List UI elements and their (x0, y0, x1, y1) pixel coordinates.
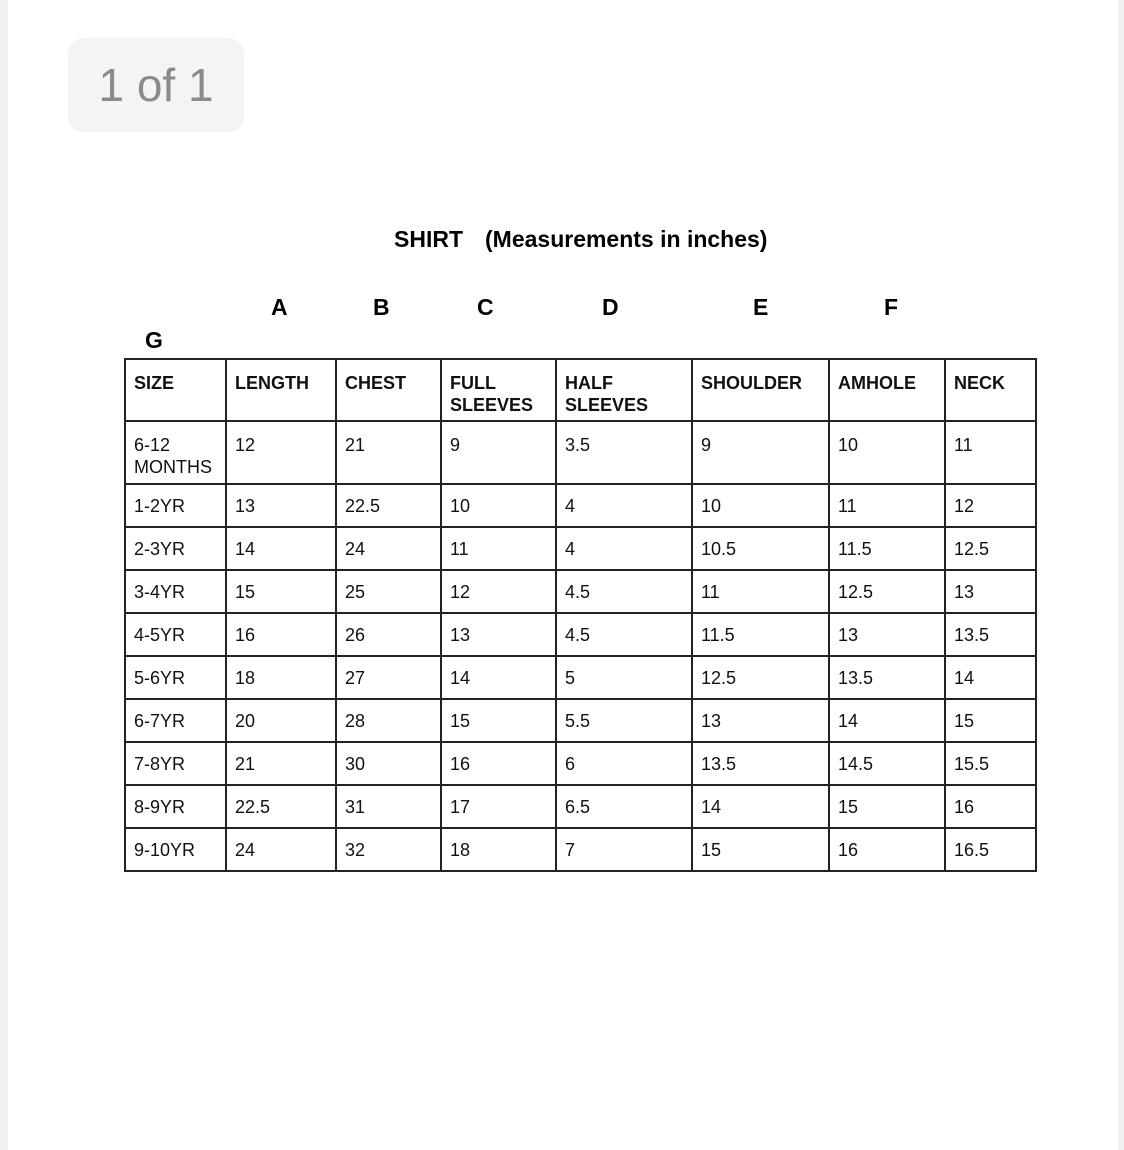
cell-amhole: 11.5 (829, 527, 945, 570)
table-body (125, 421, 1036, 871)
cell-length: 12 (226, 421, 336, 484)
table-row (125, 828, 1036, 871)
cell-length: 15 (226, 570, 336, 613)
cell-neck: 12 (945, 484, 1036, 527)
cell-size: 2-3YR (125, 527, 226, 570)
cell-amhole: 15 (829, 785, 945, 828)
cell-size: 7-8YR (125, 742, 226, 785)
column-letter-e: E (753, 294, 769, 320)
cell-amhole: 14 (829, 699, 945, 742)
cell-neck: 11 (945, 421, 1036, 484)
cell-neck: 12.5 (945, 527, 1036, 570)
cell-chest: 28 (336, 699, 441, 742)
cell-shoulder: 14 (692, 785, 829, 828)
header-shoulder: SHOULDER (692, 359, 829, 421)
document-page (8, 0, 1118, 1150)
header-length: LENGTH (226, 359, 336, 421)
cell-amhole: 13.5 (829, 656, 945, 699)
cell-size: 1-2YR (125, 484, 226, 527)
header-half-sleeves: HALF SLEEVES (556, 359, 692, 421)
cell-shoulder: 11.5 (692, 613, 829, 656)
cell-neck: 13 (945, 570, 1036, 613)
cell-chest: 21 (336, 421, 441, 484)
cell-shoulder: 13.5 (692, 742, 829, 785)
cell-full-sleeves: 17 (441, 785, 556, 828)
cell-shoulder: 9 (692, 421, 829, 484)
column-letter-c: C (477, 294, 494, 320)
cell-size: 6-12 MONTHS (125, 421, 226, 484)
cell-chest: 27 (336, 656, 441, 699)
cell-length: 16 (226, 613, 336, 656)
cell-length: 21 (226, 742, 336, 785)
cell-shoulder: 12.5 (692, 656, 829, 699)
cell-size: 3-4YR (125, 570, 226, 613)
title-units: (Measurements in inches) (485, 226, 768, 252)
cell-size: 6-7YR (125, 699, 226, 742)
cell-amhole: 14.5 (829, 742, 945, 785)
cell-shoulder: 13 (692, 699, 829, 742)
cell-neck: 16 (945, 785, 1036, 828)
cell-full-sleeves: 14 (441, 656, 556, 699)
table-row (125, 527, 1036, 570)
cell-neck: 16.5 (945, 828, 1036, 871)
cell-chest: 30 (336, 742, 441, 785)
table-row (125, 785, 1036, 828)
table-row (125, 742, 1036, 785)
table-row (125, 484, 1036, 527)
cell-size: 8-9YR (125, 785, 226, 828)
table-row (125, 613, 1036, 656)
cell-chest: 24 (336, 527, 441, 570)
column-letter-d: D (602, 294, 619, 320)
table-header-row (125, 359, 1036, 421)
cell-full-sleeves: 15 (441, 699, 556, 742)
cell-half-sleeves: 4.5 (556, 570, 692, 613)
cell-full-sleeves: 10 (441, 484, 556, 527)
cell-chest: 22.5 (336, 484, 441, 527)
cell-amhole: 10 (829, 421, 945, 484)
column-letter-b: B (373, 294, 390, 320)
cell-half-sleeves: 5.5 (556, 699, 692, 742)
cell-half-sleeves: 6.5 (556, 785, 692, 828)
cell-amhole: 11 (829, 484, 945, 527)
cell-shoulder: 15 (692, 828, 829, 871)
table-row (125, 570, 1036, 613)
cell-length: 24 (226, 828, 336, 871)
cell-full-sleeves: 9 (441, 421, 556, 484)
cell-amhole: 16 (829, 828, 945, 871)
table-row (125, 656, 1036, 699)
cell-neck: 14 (945, 656, 1036, 699)
cell-size: 4-5YR (125, 613, 226, 656)
cell-half-sleeves: 4.5 (556, 613, 692, 656)
column-letter-a: A (271, 294, 288, 320)
cell-chest: 31 (336, 785, 441, 828)
cell-full-sleeves: 12 (441, 570, 556, 613)
cell-half-sleeves: 5 (556, 656, 692, 699)
column-letter-f: F (884, 294, 899, 320)
cell-length: 22.5 (226, 785, 336, 828)
cell-chest: 32 (336, 828, 441, 871)
header-full-sleeves: FULL SLEEVES (441, 359, 556, 421)
cell-chest: 25 (336, 570, 441, 613)
header-size: SIZE (125, 359, 226, 421)
cell-full-sleeves: 11 (441, 527, 556, 570)
cell-chest: 26 (336, 613, 441, 656)
cell-length: 14 (226, 527, 336, 570)
cell-full-sleeves: 18 (441, 828, 556, 871)
size-chart-title (394, 226, 767, 253)
cell-shoulder: 10 (692, 484, 829, 527)
cell-neck: 13.5 (945, 613, 1036, 656)
cell-neck: 15.5 (945, 742, 1036, 785)
cell-size: 9-10YR (125, 828, 226, 871)
cell-size: 5-6YR (125, 656, 226, 699)
title-garment: SHIRT (394, 226, 463, 252)
cell-half-sleeves: 3.5 (556, 421, 692, 484)
cell-full-sleeves: 16 (441, 742, 556, 785)
size-chart-table (124, 358, 1037, 872)
row-letter-g: G (145, 327, 163, 353)
page-indicator: 1 of 1 (68, 38, 244, 132)
cell-neck: 15 (945, 699, 1036, 742)
cell-half-sleeves: 6 (556, 742, 692, 785)
table-row (125, 699, 1036, 742)
cell-amhole: 12.5 (829, 570, 945, 613)
header-amhole: AMHOLE (829, 359, 945, 421)
table-row (125, 421, 1036, 484)
cell-amhole: 13 (829, 613, 945, 656)
header-neck: NECK (945, 359, 1036, 421)
cell-shoulder: 10.5 (692, 527, 829, 570)
header-chest: CHEST (336, 359, 441, 421)
cell-half-sleeves: 4 (556, 527, 692, 570)
cell-length: 13 (226, 484, 336, 527)
cell-length: 18 (226, 656, 336, 699)
cell-full-sleeves: 13 (441, 613, 556, 656)
cell-length: 20 (226, 699, 336, 742)
cell-shoulder: 11 (692, 570, 829, 613)
cell-half-sleeves: 7 (556, 828, 692, 871)
cell-half-sleeves: 4 (556, 484, 692, 527)
